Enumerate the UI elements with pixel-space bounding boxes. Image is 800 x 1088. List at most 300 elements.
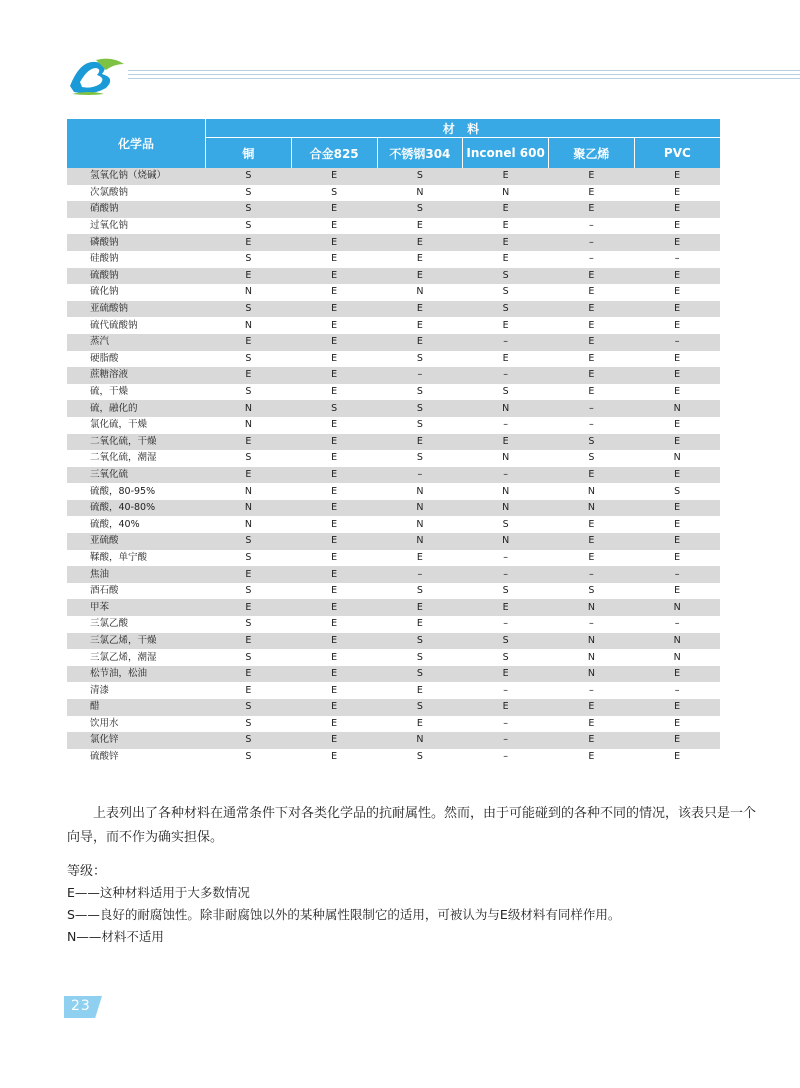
rating-cell: N	[206, 516, 292, 533]
rating-cell: E	[463, 218, 549, 235]
grade-e: E——这种材料适用于大多数情况	[67, 885, 250, 900]
rating-cell: –	[634, 251, 720, 268]
rating-cell: E	[206, 666, 292, 683]
rating-cell: S	[463, 633, 549, 650]
rating-cell: N	[549, 666, 635, 683]
rating-cell: E	[291, 716, 377, 733]
rating-cell: E	[206, 234, 292, 251]
rating-cell: E	[463, 666, 549, 683]
table-row	[67, 185, 720, 202]
rating-cell: S	[206, 550, 292, 567]
brand-logo	[66, 56, 128, 96]
rating-cell: N	[377, 516, 463, 533]
chemical-name: 清漆	[67, 682, 206, 699]
rating-cell: E	[291, 699, 377, 716]
table-row	[67, 616, 720, 633]
disclaimer-paragraph: 上表列出了各种材料在通常条件下对各类化学品的抗耐属性。然而，由于可能碰到的各种不同的情况，该表只是一个向导，而不作为确实担保。	[67, 806, 757, 845]
chemical-name: 硫酸，80-95%	[67, 483, 206, 500]
table-row	[67, 749, 720, 766]
rating-cell: E	[377, 716, 463, 733]
rating-cell: E	[463, 317, 549, 334]
rating-cell: –	[463, 334, 549, 351]
rating-cell: E	[549, 317, 635, 334]
rating-cell: E	[291, 367, 377, 384]
rating-cell: E	[291, 500, 377, 517]
rating-cell: E	[291, 434, 377, 451]
page-number: 23	[71, 998, 91, 1014]
rating-cell: E	[291, 234, 377, 251]
table-row	[67, 334, 720, 351]
rating-cell: S	[377, 749, 463, 766]
rating-cell: E	[549, 550, 635, 567]
chemical-name: 醋	[67, 699, 206, 716]
chemical-name: 硫，融化的	[67, 400, 206, 417]
rating-cell: E	[634, 168, 720, 185]
rating-cell: S	[377, 666, 463, 683]
rating-cell: –	[549, 417, 635, 434]
rating-cell: E	[377, 334, 463, 351]
rating-cell: E	[549, 533, 635, 550]
chemical-resistance-table	[67, 119, 720, 765]
rating-cell: N	[634, 649, 720, 666]
table-row	[67, 417, 720, 434]
rating-cell: –	[549, 234, 635, 251]
table-row	[67, 434, 720, 451]
chemical-name: 三氯乙烯，潮湿	[67, 649, 206, 666]
rating-cell: N	[634, 633, 720, 650]
rating-cell: –	[463, 749, 549, 766]
rating-cell: S	[206, 351, 292, 368]
table-row	[67, 467, 720, 484]
rating-cell: –	[463, 566, 549, 583]
rating-cell: E	[463, 599, 549, 616]
table-row	[67, 516, 720, 533]
rating-cell: S	[206, 699, 292, 716]
rating-cell: E	[634, 516, 720, 533]
rating-cell: S	[206, 185, 292, 202]
table-row	[67, 201, 720, 218]
rating-cell: –	[377, 467, 463, 484]
rating-cell: E	[634, 434, 720, 451]
rating-cell: S	[206, 649, 292, 666]
chemical-name: 二氧化硫，潮湿	[67, 450, 206, 467]
rating-cell: E	[291, 616, 377, 633]
rating-cell: E	[549, 467, 635, 484]
rating-cell: E	[549, 268, 635, 285]
table-row	[67, 699, 720, 716]
page-number-badge	[64, 996, 102, 1018]
chemical-name: 次氯酸钠	[67, 185, 206, 202]
rating-cell: E	[291, 599, 377, 616]
chemical-name: 三氧化硫	[67, 467, 206, 484]
column-header-material: 不锈钢304	[377, 138, 463, 169]
rating-cell: N	[206, 483, 292, 500]
rating-cell: E	[463, 168, 549, 185]
rating-cell: E	[291, 583, 377, 600]
rating-cell: N	[549, 633, 635, 650]
rating-cell: E	[206, 467, 292, 484]
rating-cell: E	[291, 666, 377, 683]
rating-cell: N	[463, 400, 549, 417]
grades-title: 等级：	[67, 864, 107, 879]
rating-cell: E	[377, 234, 463, 251]
rating-cell: N	[549, 649, 635, 666]
rating-cell: E	[634, 699, 720, 716]
rating-cell: E	[549, 185, 635, 202]
rating-cell: –	[463, 682, 549, 699]
chemical-name: 松节油，松油	[67, 666, 206, 683]
chemical-name: 硫酸锌	[67, 749, 206, 766]
rating-cell: S	[291, 185, 377, 202]
chemical-name: 氢氧化钠（烧碱）	[67, 168, 206, 185]
rating-cell: E	[549, 699, 635, 716]
rating-cell: S	[463, 301, 549, 318]
chemical-name: 鞣酸，单宁酸	[67, 550, 206, 567]
rating-cell: –	[463, 550, 549, 567]
chemical-name: 硅酸钠	[67, 251, 206, 268]
rating-cell: S	[463, 583, 549, 600]
table-row	[67, 583, 720, 600]
rating-cell: E	[549, 301, 635, 318]
rating-cell: –	[463, 616, 549, 633]
rating-cell: E	[291, 384, 377, 401]
table-row	[67, 666, 720, 683]
rating-cell: E	[634, 749, 720, 766]
rating-cell: N	[377, 533, 463, 550]
rating-cell: E	[463, 201, 549, 218]
rating-cell: E	[634, 351, 720, 368]
table-row	[67, 533, 720, 550]
rating-cell: E	[206, 633, 292, 650]
chemical-name: 硝酸钠	[67, 201, 206, 218]
rating-cell: S	[206, 583, 292, 600]
rating-cell: –	[634, 682, 720, 699]
rating-cell: E	[377, 317, 463, 334]
rating-cell: E	[291, 218, 377, 235]
rating-cell: E	[377, 599, 463, 616]
rating-cell: S	[291, 400, 377, 417]
rating-cell: E	[549, 716, 635, 733]
rating-cell: E	[206, 367, 292, 384]
chemical-name: 硫代硫酸钠	[67, 317, 206, 334]
rating-cell: E	[634, 666, 720, 683]
grade-n: N——材料不适用	[67, 929, 164, 944]
chemical-name: 硫，干燥	[67, 384, 206, 401]
rating-cell: E	[291, 450, 377, 467]
column-header-material: PVC	[634, 138, 720, 169]
grade-s: S——良好的耐腐蚀性。除非耐腐蚀以外的某种属性限制它的适用，可被认为与E级材料有同样作用。	[67, 907, 621, 922]
rating-cell: E	[549, 749, 635, 766]
rating-cell: N	[377, 483, 463, 500]
table-row	[67, 716, 720, 733]
rating-cell: N	[634, 450, 720, 467]
rating-cell: E	[291, 649, 377, 666]
rating-cell: E	[377, 550, 463, 567]
rating-cell: E	[291, 417, 377, 434]
rating-cell: N	[377, 500, 463, 517]
table-row	[67, 351, 720, 368]
table-row	[67, 599, 720, 616]
rating-cell: E	[206, 334, 292, 351]
rating-cell: S	[206, 301, 292, 318]
rating-cell: E	[549, 351, 635, 368]
rating-cell: S	[206, 616, 292, 633]
rating-cell: N	[206, 500, 292, 517]
rating-cell: E	[291, 732, 377, 749]
rating-cell: S	[634, 483, 720, 500]
rating-cell: E	[634, 583, 720, 600]
column-header-material: Inconel 600	[463, 138, 549, 169]
rating-cell: E	[634, 467, 720, 484]
table-row	[67, 168, 720, 185]
chemical-name: 硫酸钠	[67, 268, 206, 285]
rating-cell: N	[463, 500, 549, 517]
column-group-materials: 材 料	[206, 119, 721, 138]
rating-cell: E	[549, 284, 635, 301]
rating-cell: E	[634, 716, 720, 733]
rating-cell: S	[377, 351, 463, 368]
table-row	[67, 218, 720, 235]
rating-cell: E	[634, 268, 720, 285]
rating-cell: N	[463, 533, 549, 550]
rating-cell: E	[291, 201, 377, 218]
rating-cell: E	[377, 251, 463, 268]
rating-cell: E	[549, 516, 635, 533]
chemical-name: 焦油	[67, 566, 206, 583]
chemical-name: 饮用水	[67, 716, 206, 733]
rating-cell: E	[291, 268, 377, 285]
rating-cell: –	[377, 566, 463, 583]
chemical-name: 过氧化钠	[67, 218, 206, 235]
rating-cell: E	[634, 533, 720, 550]
rating-cell: N	[206, 317, 292, 334]
rating-cell: N	[634, 599, 720, 616]
rating-cell: S	[463, 384, 549, 401]
rating-cell: N	[463, 185, 549, 202]
rating-cell: E	[463, 234, 549, 251]
rating-cell: N	[206, 284, 292, 301]
table-row	[67, 284, 720, 301]
rating-cell: S	[206, 450, 292, 467]
rating-cell: N	[463, 483, 549, 500]
rating-cell: E	[291, 317, 377, 334]
rating-cell: E	[291, 301, 377, 318]
table-row	[67, 483, 720, 500]
rating-cell: N	[549, 483, 635, 500]
table-row	[67, 649, 720, 666]
rating-cell: –	[463, 417, 549, 434]
table-row	[67, 682, 720, 699]
rating-cell: E	[377, 301, 463, 318]
rating-cell: E	[377, 682, 463, 699]
table-row	[67, 234, 720, 251]
rating-cell: E	[634, 301, 720, 318]
table-row	[67, 500, 720, 517]
rating-cell: E	[377, 218, 463, 235]
rating-cell: E	[377, 268, 463, 285]
chemical-name: 三氯乙烯，干燥	[67, 633, 206, 650]
rating-cell: E	[377, 616, 463, 633]
rating-cell: S	[206, 533, 292, 550]
rating-cell: S	[377, 400, 463, 417]
table-row	[67, 317, 720, 334]
rating-cell: E	[291, 168, 377, 185]
chemical-name: 硬脂酸	[67, 351, 206, 368]
rating-cell: –	[634, 616, 720, 633]
rating-cell: S	[377, 168, 463, 185]
rating-cell: –	[463, 732, 549, 749]
rating-cell: E	[291, 533, 377, 550]
chemical-name: 硫酸，40-80%	[67, 500, 206, 517]
rating-cell: S	[549, 450, 635, 467]
rating-cell: S	[463, 516, 549, 533]
rating-cell: N	[206, 400, 292, 417]
rating-cell: E	[634, 234, 720, 251]
rating-cell: N	[634, 400, 720, 417]
chemical-name: 磷酸钠	[67, 234, 206, 251]
chemical-name: 亚硫酸	[67, 533, 206, 550]
rating-cell: S	[206, 384, 292, 401]
rating-cell: E	[463, 251, 549, 268]
rating-cell: E	[206, 682, 292, 699]
rating-cell: S	[463, 284, 549, 301]
table-row	[67, 251, 720, 268]
rating-cell: –	[463, 467, 549, 484]
table-row	[67, 400, 720, 417]
rating-cell: E	[549, 367, 635, 384]
rating-cell: E	[377, 434, 463, 451]
table-row	[67, 268, 720, 285]
rating-cell: E	[463, 434, 549, 451]
header-rule	[128, 70, 800, 84]
rating-cell: E	[549, 334, 635, 351]
chemical-name: 二氧化硫，干燥	[67, 434, 206, 451]
rating-cell: N	[463, 450, 549, 467]
rating-cell: –	[377, 367, 463, 384]
rating-cell: E	[463, 699, 549, 716]
column-header-chemical: 化学品	[67, 119, 206, 168]
rating-cell: E	[291, 516, 377, 533]
rating-cell: S	[549, 583, 635, 600]
rating-cell: S	[206, 749, 292, 766]
rating-cell: E	[291, 749, 377, 766]
chemical-name: 氯化硫，干燥	[67, 417, 206, 434]
rating-cell: S	[206, 251, 292, 268]
column-header-material: 聚乙烯	[549, 138, 635, 169]
rating-cell: –	[463, 367, 549, 384]
rating-cell: E	[291, 483, 377, 500]
chemical-name: 硫化钠	[67, 284, 206, 301]
rating-cell: –	[634, 566, 720, 583]
rating-cell: S	[463, 268, 549, 285]
rating-cell: E	[634, 550, 720, 567]
rating-cell: E	[549, 384, 635, 401]
table-row	[67, 450, 720, 467]
rating-cell: S	[206, 716, 292, 733]
rating-cell: S	[377, 201, 463, 218]
rating-cell: E	[634, 284, 720, 301]
rating-cell: E	[634, 384, 720, 401]
chemical-name: 蔗糖溶液	[67, 367, 206, 384]
rating-cell: N	[549, 500, 635, 517]
rating-cell: –	[549, 251, 635, 268]
column-header-material: 铜	[206, 138, 292, 169]
rating-cell: E	[634, 201, 720, 218]
rating-cell: E	[634, 732, 720, 749]
rating-cell: –	[634, 334, 720, 351]
chemical-name: 蒸汽	[67, 334, 206, 351]
rating-cell: –	[549, 566, 635, 583]
rating-cell: N	[377, 732, 463, 749]
chemical-name: 硫酸，40%	[67, 516, 206, 533]
rating-cell: E	[291, 682, 377, 699]
rating-cell: E	[291, 633, 377, 650]
rating-cell: S	[206, 168, 292, 185]
table-row	[67, 732, 720, 749]
chemical-name: 三氯乙酸	[67, 616, 206, 633]
rating-cell: N	[206, 417, 292, 434]
rating-cell: S	[377, 450, 463, 467]
rating-cell: –	[549, 682, 635, 699]
chemical-name: 甲苯	[67, 599, 206, 616]
table-row	[67, 633, 720, 650]
rating-cell: E	[206, 434, 292, 451]
table-row	[67, 367, 720, 384]
chemical-name: 酒石酸	[67, 583, 206, 600]
rating-cell: E	[634, 185, 720, 202]
rating-cell: E	[206, 566, 292, 583]
rating-cell: E	[549, 732, 635, 749]
table-row	[67, 384, 720, 401]
rating-cell: N	[377, 284, 463, 301]
rating-cell: E	[291, 251, 377, 268]
rating-cell: E	[463, 351, 549, 368]
rating-cell: E	[549, 168, 635, 185]
column-header-material: 合金825	[291, 138, 377, 169]
table-row	[67, 550, 720, 567]
rating-cell: S	[206, 218, 292, 235]
rating-cell: E	[549, 201, 635, 218]
rating-cell: E	[634, 367, 720, 384]
rating-cell: S	[377, 583, 463, 600]
rating-cell: S	[463, 649, 549, 666]
table-row	[67, 301, 720, 318]
rating-cell: E	[634, 317, 720, 334]
rating-cell: –	[549, 400, 635, 417]
chemical-name: 亚硫酸钠	[67, 301, 206, 318]
rating-cell: N	[549, 599, 635, 616]
rating-cell: –	[549, 218, 635, 235]
rating-cell: E	[291, 550, 377, 567]
rating-cell: E	[634, 218, 720, 235]
rating-cell: E	[291, 467, 377, 484]
table-row	[67, 566, 720, 583]
rating-cell: S	[377, 649, 463, 666]
rating-cell: E	[634, 500, 720, 517]
chemical-name: 氯化锌	[67, 732, 206, 749]
rating-cell: S	[377, 633, 463, 650]
rating-cell: –	[463, 716, 549, 733]
rating-cell: S	[377, 417, 463, 434]
rating-cell: S	[377, 384, 463, 401]
rating-cell: E	[291, 334, 377, 351]
rating-cell: E	[291, 566, 377, 583]
rating-cell: S	[206, 732, 292, 749]
rating-cell: E	[206, 268, 292, 285]
rating-cell: E	[206, 599, 292, 616]
rating-cell: S	[206, 201, 292, 218]
rating-cell: E	[634, 417, 720, 434]
